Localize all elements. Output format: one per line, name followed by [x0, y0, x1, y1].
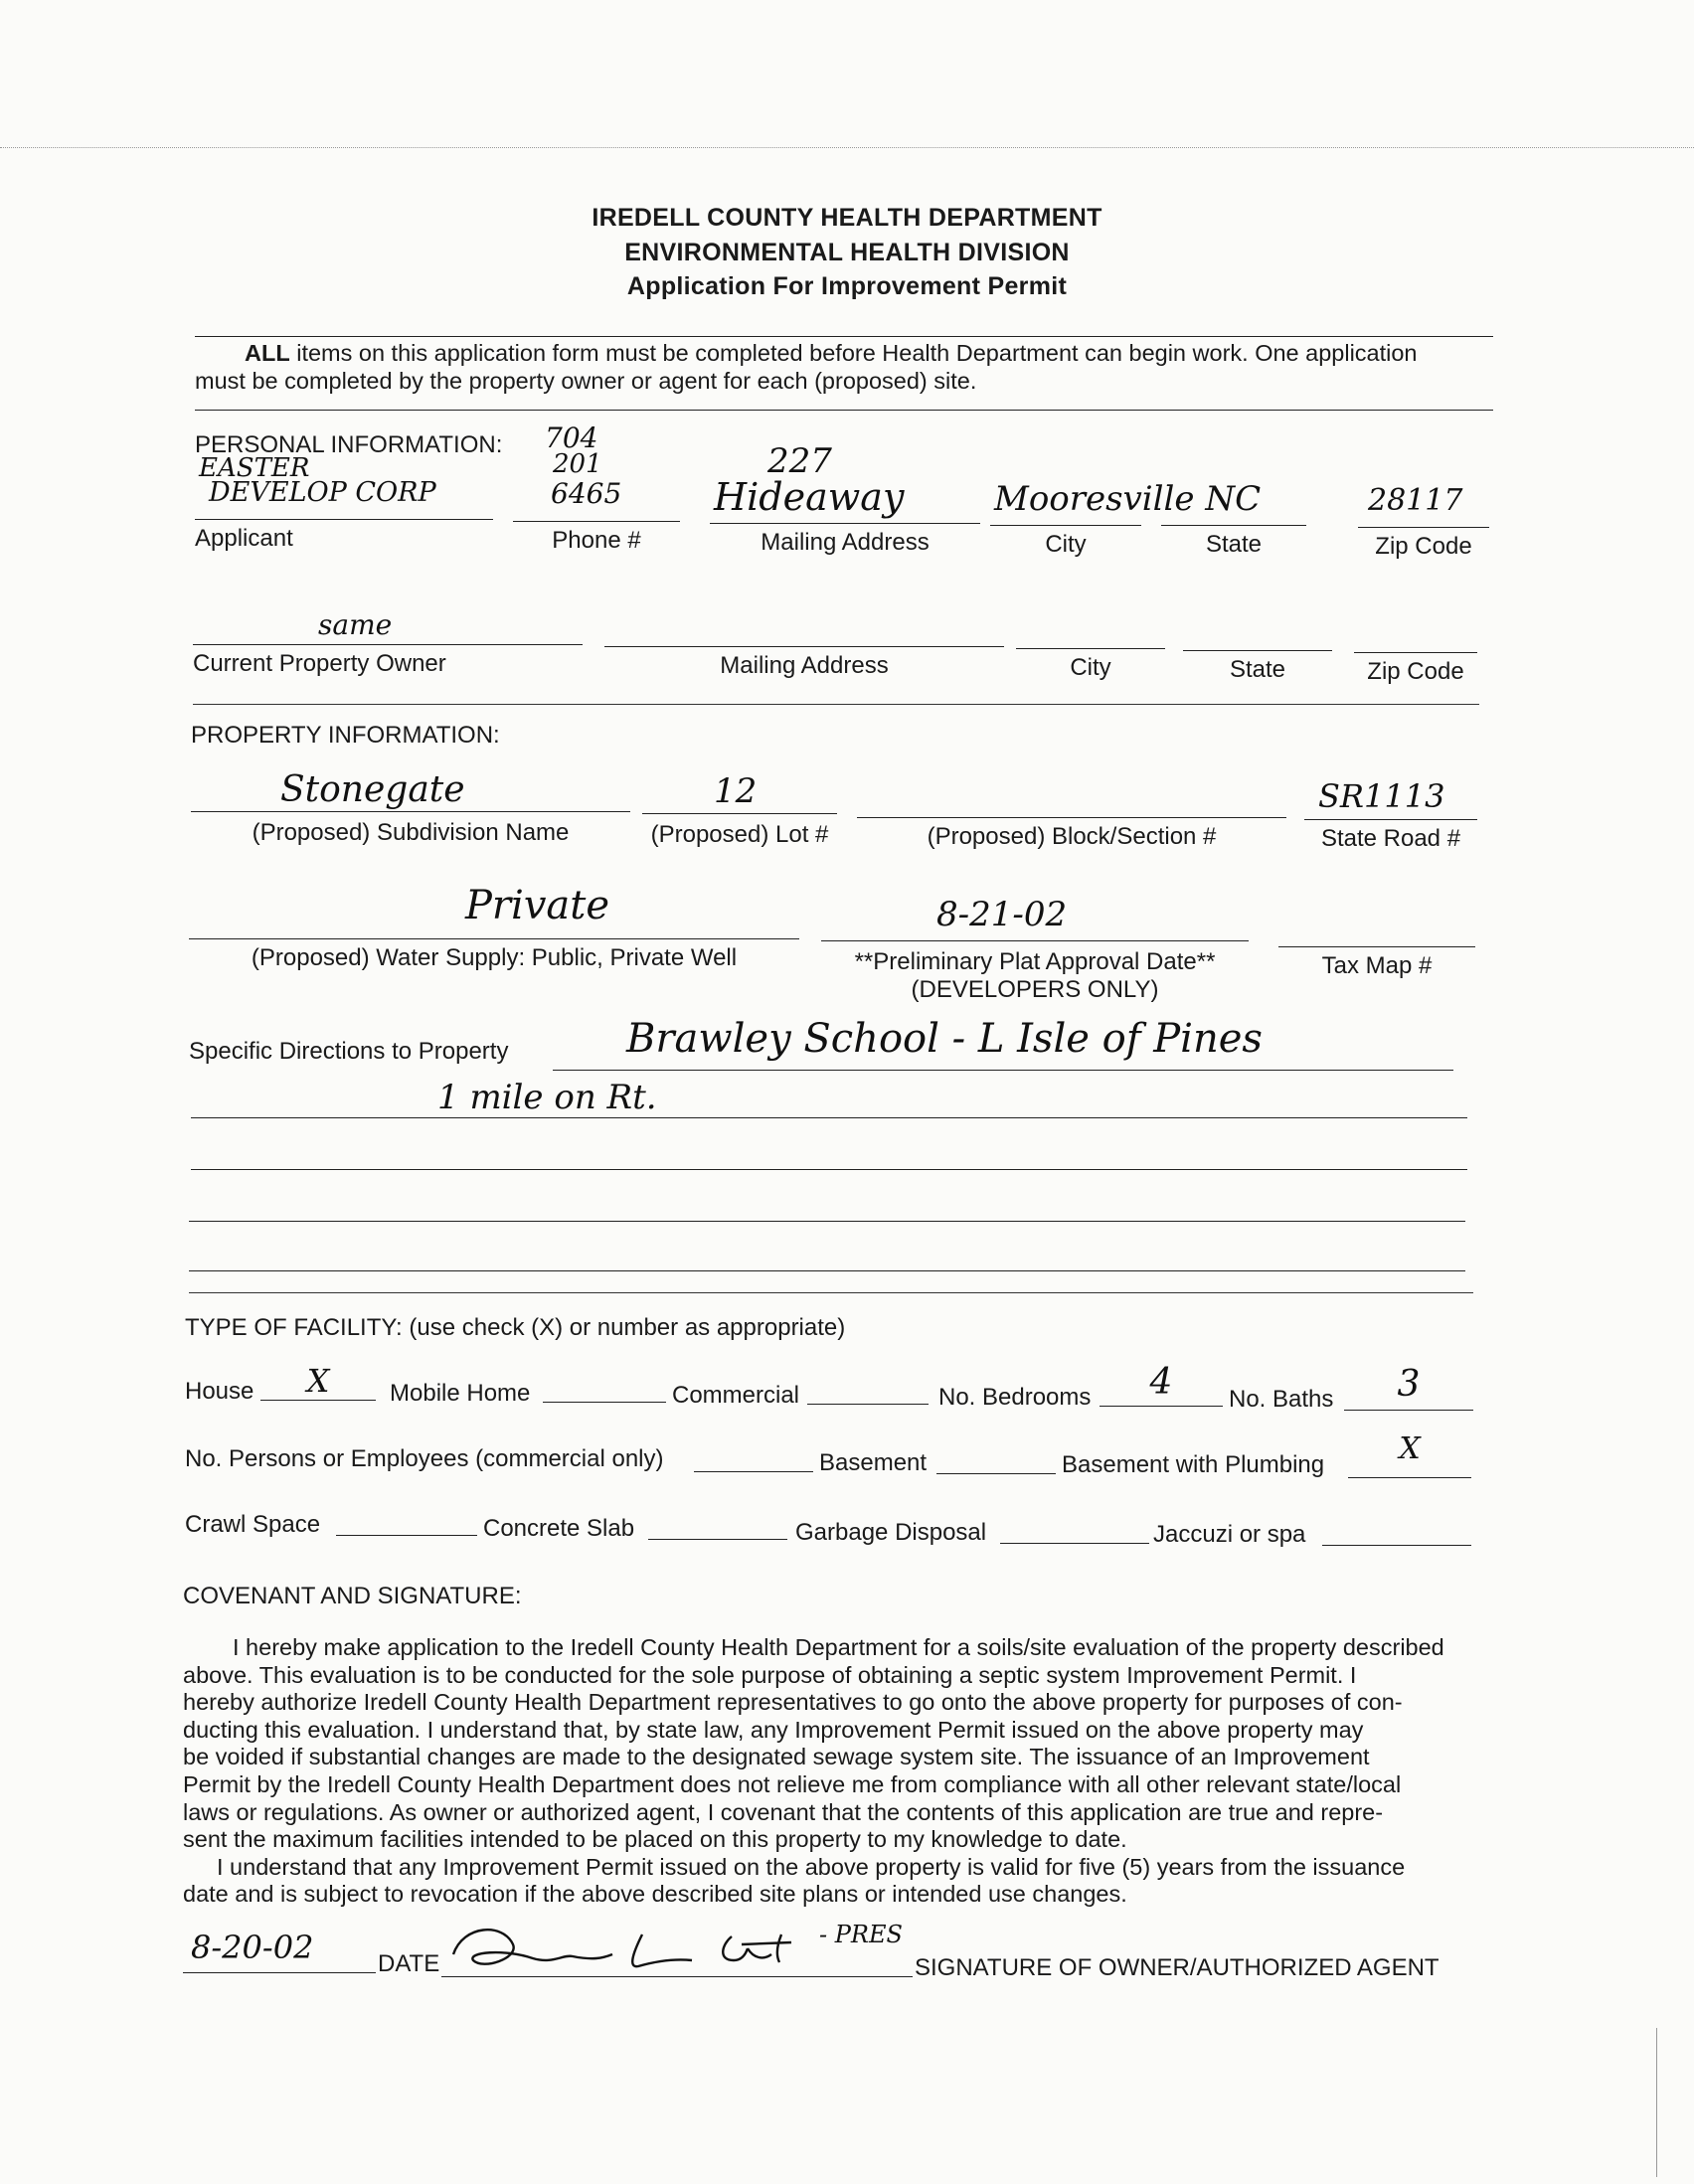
phone-line [513, 521, 680, 522]
directions-rule-4 [189, 1221, 1465, 1222]
zip-label: Zip Code [1375, 533, 1472, 560]
property-end-rule [189, 1292, 1473, 1293]
covenant-line-6: Permit by the Iredell County Health Department does not relieve me from compliance with all other relevant state/local [183, 1770, 1402, 1797]
covenant-line-7: laws or regulations. As owner or authorized agent, I covenant that the contents of this application are true and repre- [183, 1798, 1384, 1825]
phone-line-3[interactable]: 6465 [551, 477, 622, 510]
crawl-space-line [336, 1535, 477, 1536]
owner-label: Current Property Owner [193, 650, 446, 677]
applicant-name-line-1[interactable]: EASTER [199, 453, 310, 483]
owner-rule [193, 704, 1479, 705]
intro-rule [195, 410, 1493, 411]
signature-title: - PRES [819, 1921, 903, 1948]
phone-area-code[interactable]: 704 [545, 421, 598, 454]
directions-rule-2 [191, 1117, 1467, 1118]
bedrooms-value[interactable]: 4 [1149, 1362, 1173, 1403]
concrete-slab-label: Concrete Slab [483, 1515, 635, 1542]
phone-label: Phone # [552, 527, 641, 554]
lot-label: (Proposed) Lot # [650, 821, 829, 848]
signature-label: SIGNATURE OF OWNER/AUTHORIZED AGENT [915, 1954, 1440, 1981]
city-line [990, 525, 1141, 526]
owner-mailing-label: Mailing Address [720, 652, 889, 679]
persons-label: No. Persons or Employees (commercial only) [185, 1445, 664, 1472]
applicant-city[interactable]: Mooresville NC [994, 479, 1262, 519]
intro-bold: ALL [245, 340, 290, 366]
persons-line [694, 1471, 813, 1472]
applicant-name-line-2[interactable]: DEVELOP CORP [209, 477, 436, 508]
plat-date-value[interactable]: 8-21-02 [936, 895, 1068, 934]
header-rule [195, 336, 1493, 337]
covenant-line-9: I understand that any Improvement Permit issued on the above property is valid for five (5) years from the issuance [217, 1853, 1406, 1880]
zip-line [1358, 527, 1489, 528]
directions-line-1[interactable]: Brawley School - L Isle of Pines [626, 1016, 1263, 1062]
baths-value[interactable]: 3 [1397, 1364, 1421, 1405]
intro-line-2: must be completed by the property owner or agent for each (proposed) site. [195, 367, 977, 394]
concrete-slab-line [648, 1539, 787, 1540]
bedrooms-label: No. Bedrooms [938, 1384, 1092, 1411]
owner-city-line [1016, 648, 1165, 649]
signature-image[interactable] [443, 1915, 861, 1984]
tax-map-line [1278, 946, 1475, 947]
tax-map-label: Tax Map # [1321, 952, 1433, 979]
header-division: ENVIRONMENTAL HEALTH DIVISION [624, 239, 1070, 266]
covenant-text [183, 1634, 1495, 1909]
commercial-line [807, 1404, 929, 1405]
directions-rule-5 [189, 1270, 1465, 1271]
mobile-home-line [543, 1402, 666, 1403]
lot-line [642, 813, 837, 814]
house-label: House [185, 1378, 254, 1405]
directions-rule-1 [553, 1070, 1453, 1071]
mailing-street[interactable]: Hideaway [714, 475, 905, 519]
jacuzzi-line [1322, 1545, 1471, 1546]
garbage-disposal-line [1000, 1543, 1149, 1544]
intro-text [195, 340, 1507, 395]
header-department: IREDELL COUNTY HEALTH DEPARTMENT [592, 204, 1102, 232]
owner-state-label: State [1229, 656, 1286, 683]
date-label: DATE [378, 1950, 440, 1977]
intro-line-1: items on this application form must be completed before Health Department can begin work. One application [289, 340, 1418, 366]
block-line [857, 817, 1286, 818]
block-label: (Proposed) Block/Section # [927, 823, 1217, 850]
state-road-label: State Road # [1320, 825, 1461, 852]
lot-value[interactable]: 12 [714, 771, 758, 811]
applicant-label: Applicant [195, 525, 293, 552]
owner-line [193, 644, 583, 645]
signature-line [441, 1976, 913, 1977]
basement-line [936, 1473, 1056, 1474]
water-supply-label: (Proposed) Water Supply: Public, Private Well [251, 944, 738, 971]
baths-label: No. Baths [1229, 1386, 1334, 1413]
covenant-line-3: hereby authorize Iredell County Health Department representatives to go onto the above property for purposes of con- [183, 1689, 1403, 1716]
directions-line-2[interactable]: 1 mile on Rt. [437, 1078, 657, 1117]
scan-edge-line [0, 147, 1694, 148]
basement-plumbing-label: Basement with Plumbing [1062, 1451, 1325, 1478]
covenant-line-10: date and is subject to revocation if the above described site plans or intended use changes. [183, 1881, 1127, 1908]
covenant-line-8: sent the maximum facilities intended to be placed on this property to my knowledge to date. [183, 1826, 1127, 1853]
property-heading: PROPERTY INFORMATION: [191, 722, 500, 749]
covenant-line-5: be voided if substantial changes are made to the designated sewage system site. The issuance of an Improvement [183, 1744, 1370, 1770]
garbage-disposal-label: Garbage Disposal [795, 1519, 987, 1546]
date-value[interactable]: 8-20-02 [191, 1929, 314, 1966]
plat-date-line [821, 940, 1249, 941]
subdivision-line [191, 811, 630, 812]
owner-state-line [1183, 650, 1332, 651]
city-label: City [1045, 531, 1087, 558]
applicant-line [195, 519, 493, 520]
owner-city-label: City [1070, 654, 1111, 681]
directions-rule-3 [191, 1169, 1467, 1170]
phone-line-2[interactable]: 201 [553, 449, 602, 479]
subdivision-value[interactable]: Stonegate [280, 769, 465, 810]
state-road-value[interactable]: SR1113 [1318, 777, 1445, 815]
mailing-number[interactable]: 227 [767, 441, 832, 481]
state-label: State [1205, 531, 1263, 558]
baths-line [1344, 1410, 1473, 1411]
mobile-home-label: Mobile Home [390, 1380, 531, 1407]
bedrooms-line [1100, 1406, 1223, 1407]
applicant-zip[interactable]: 28117 [1368, 483, 1463, 518]
basement-plumbing-line [1348, 1477, 1471, 1478]
covenant-heading: COVENANT AND SIGNATURE: [183, 1583, 522, 1609]
state-road-line [1304, 819, 1477, 820]
header-form-title: Application For Improvement Permit [626, 272, 1068, 300]
plat-date-label: **Preliminary Plat Approval Date** [854, 948, 1216, 975]
water-supply-value[interactable]: Private [465, 883, 610, 928]
scan-margin-mark [1656, 2028, 1657, 2177]
owner-mailing-line [604, 646, 1004, 647]
owner-zip-label: Zip Code [1367, 658, 1464, 685]
mailing-line [710, 523, 980, 524]
commercial-label: Commercial [672, 1382, 800, 1409]
subdivision-label: (Proposed) Subdivision Name [252, 819, 570, 846]
state-line [1161, 525, 1306, 526]
facility-heading: TYPE OF FACILITY: (use check (X) or number as appropriate) [185, 1314, 846, 1341]
house-value[interactable]: X [306, 1362, 330, 1400]
house-line [260, 1400, 376, 1401]
owner-value[interactable]: same [318, 608, 393, 641]
jacuzzi-label: Jaccuzi or spa [1153, 1521, 1306, 1548]
basement-plumbing-value[interactable]: X [1399, 1431, 1421, 1466]
covenant-line-2: above. This evaluation is to be conducted for the sole purpose of obtaining a septic system Improvement Permit. I [183, 1661, 1357, 1688]
mailing-label: Mailing Address [761, 529, 930, 556]
date-line [183, 1972, 376, 1973]
basement-label: Basement [819, 1449, 928, 1476]
water-supply-line [189, 938, 799, 939]
crawl-space-label: Crawl Space [185, 1511, 321, 1538]
personal-heading: PERSONAL INFORMATION: [195, 431, 503, 458]
plat-date-sublabel: (DEVELOPERS ONLY) [911, 976, 1159, 1003]
covenant-line-1: I hereby make application to the Iredell County Health Department for a soils/site evaluation of the property described [233, 1634, 1444, 1660]
owner-zip-line [1354, 652, 1477, 653]
covenant-line-4: ducting this evaluation. I understand that, by state law, any Improvement Permit issued on the above property may [183, 1716, 1364, 1743]
directions-label: Specific Directions to Property [189, 1038, 509, 1065]
